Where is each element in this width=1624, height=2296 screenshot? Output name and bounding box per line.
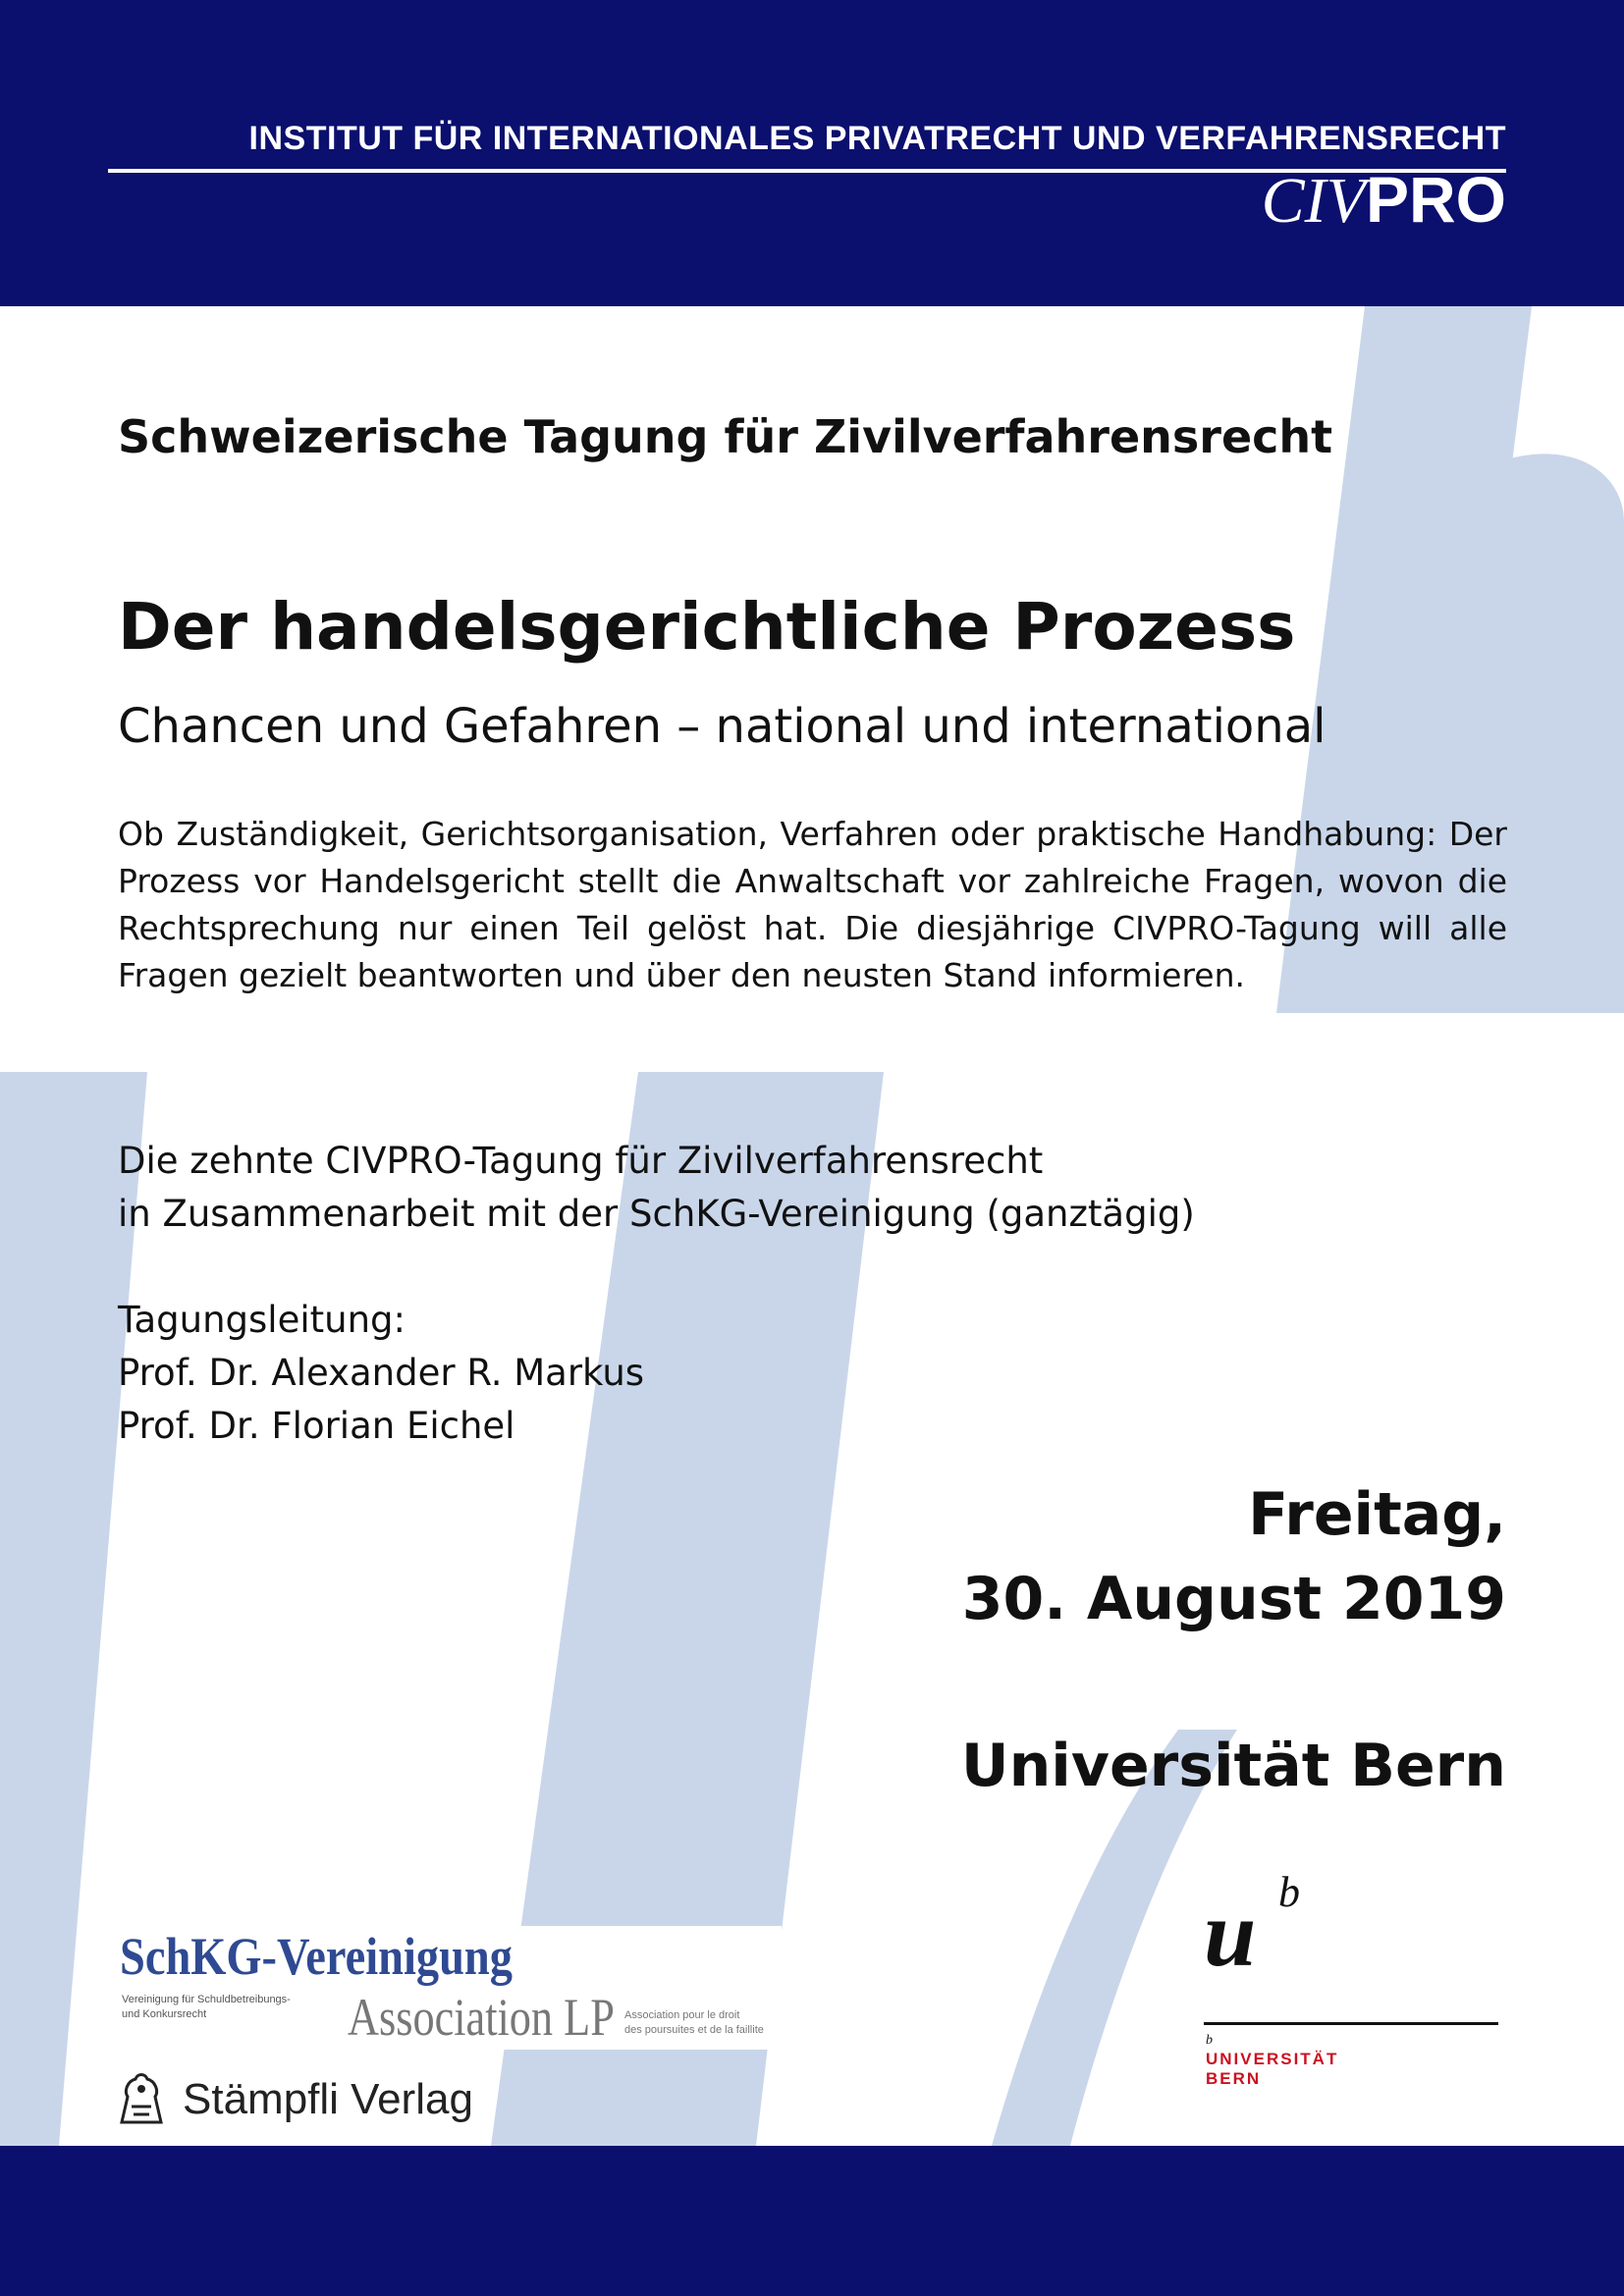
schkg-subtitle-line-2: und Konkursrecht: [122, 2008, 207, 2020]
schkg-vereinigung-logo: [108, 1926, 782, 2050]
event-venue: Universität Bern: [960, 1732, 1506, 1800]
leader-name: Prof. Dr. Alexander R. Markus: [118, 1352, 645, 1394]
series-title: Schweizerische Tagung für Zivilverfahrensrecht: [118, 410, 1333, 463]
event-description: Ob Zuständigkeit, Gerichtsorganisation, Verfahren oder praktische Handhabung: Der Prozess vor Handelsgericht stellt die Anwaltschaft vor zahlreiche Fragen, wovon die Rechtsprechung nur einen Teil gelöst hat. Die diesjährige CIVPRO-Tagung will alle Fragen gezielt beantworten und über den neusten Stand informieren.: [118, 815, 1507, 994]
unibe-mark-u: u: [1204, 1881, 1257, 1986]
unibe-line-1: UNIVERSITÄT: [1206, 2050, 1339, 2068]
association-lp-name: Association LP: [348, 1988, 615, 2047]
institute-name: INSTITUT FÜR INTERNATIONALES PRIVATRECHT UND VERFAHRENSRECHT: [248, 120, 1506, 157]
leader-name: Prof. Dr. Florian Eichel: [118, 1405, 515, 1447]
edition-info: [118, 1135, 1195, 1241]
civpro-logo-civ: CIV: [1261, 165, 1366, 237]
footer-band: [0, 2146, 1624, 2296]
assoc-subtitle-line-1: Association pour le droit: [624, 2009, 740, 2021]
schkg-subtitle: [122, 1993, 291, 2022]
event-date: [962, 1472, 1506, 1641]
leadership-label: Tagungsleitung:: [118, 1299, 406, 1341]
schkg-subtitle-line-1: Vereinigung für Schuldbetreibungs-: [122, 1994, 291, 2005]
unibe-wordmark: [1206, 2050, 1338, 2089]
association-lp-subtitle: [624, 2008, 764, 2038]
edition-line-1: Die zehnte CIVPRO-Tagung für Zivilverfahrensrecht: [118, 1140, 1044, 1182]
event-date-text: 30. August 2019: [961, 1565, 1506, 1633]
civpro-logo: [1261, 163, 1506, 237]
event-subtitle: Chancen und Gefahren – national und international: [118, 699, 1326, 754]
schkg-name: SchKG-Vereinigung: [120, 1927, 513, 1986]
event-day: Freitag,: [1248, 1480, 1506, 1549]
conference-leadership: [118, 1294, 644, 1453]
unibe-mark-b: b: [1278, 1868, 1300, 1916]
civpro-logo-pro: PRO: [1365, 163, 1506, 236]
publisher-name: Stämpfli Verlag: [183, 2075, 473, 2123]
event-title: Der handelsgerichtliche Prozess: [118, 589, 1296, 665]
unibe-small-b: b: [1206, 2033, 1213, 2048]
unibe-rule: [1204, 2022, 1498, 2025]
edition-line-2: in Zusammenarbeit mit der SchKG-Vereinigung (ganztägig): [118, 1193, 1195, 1235]
staempfli-bear-icon: [114, 2067, 169, 2126]
assoc-subtitle-line-2: des poursuites et de la faillite: [624, 2024, 764, 2036]
unibe-line-2: BERN: [1206, 2069, 1262, 2088]
